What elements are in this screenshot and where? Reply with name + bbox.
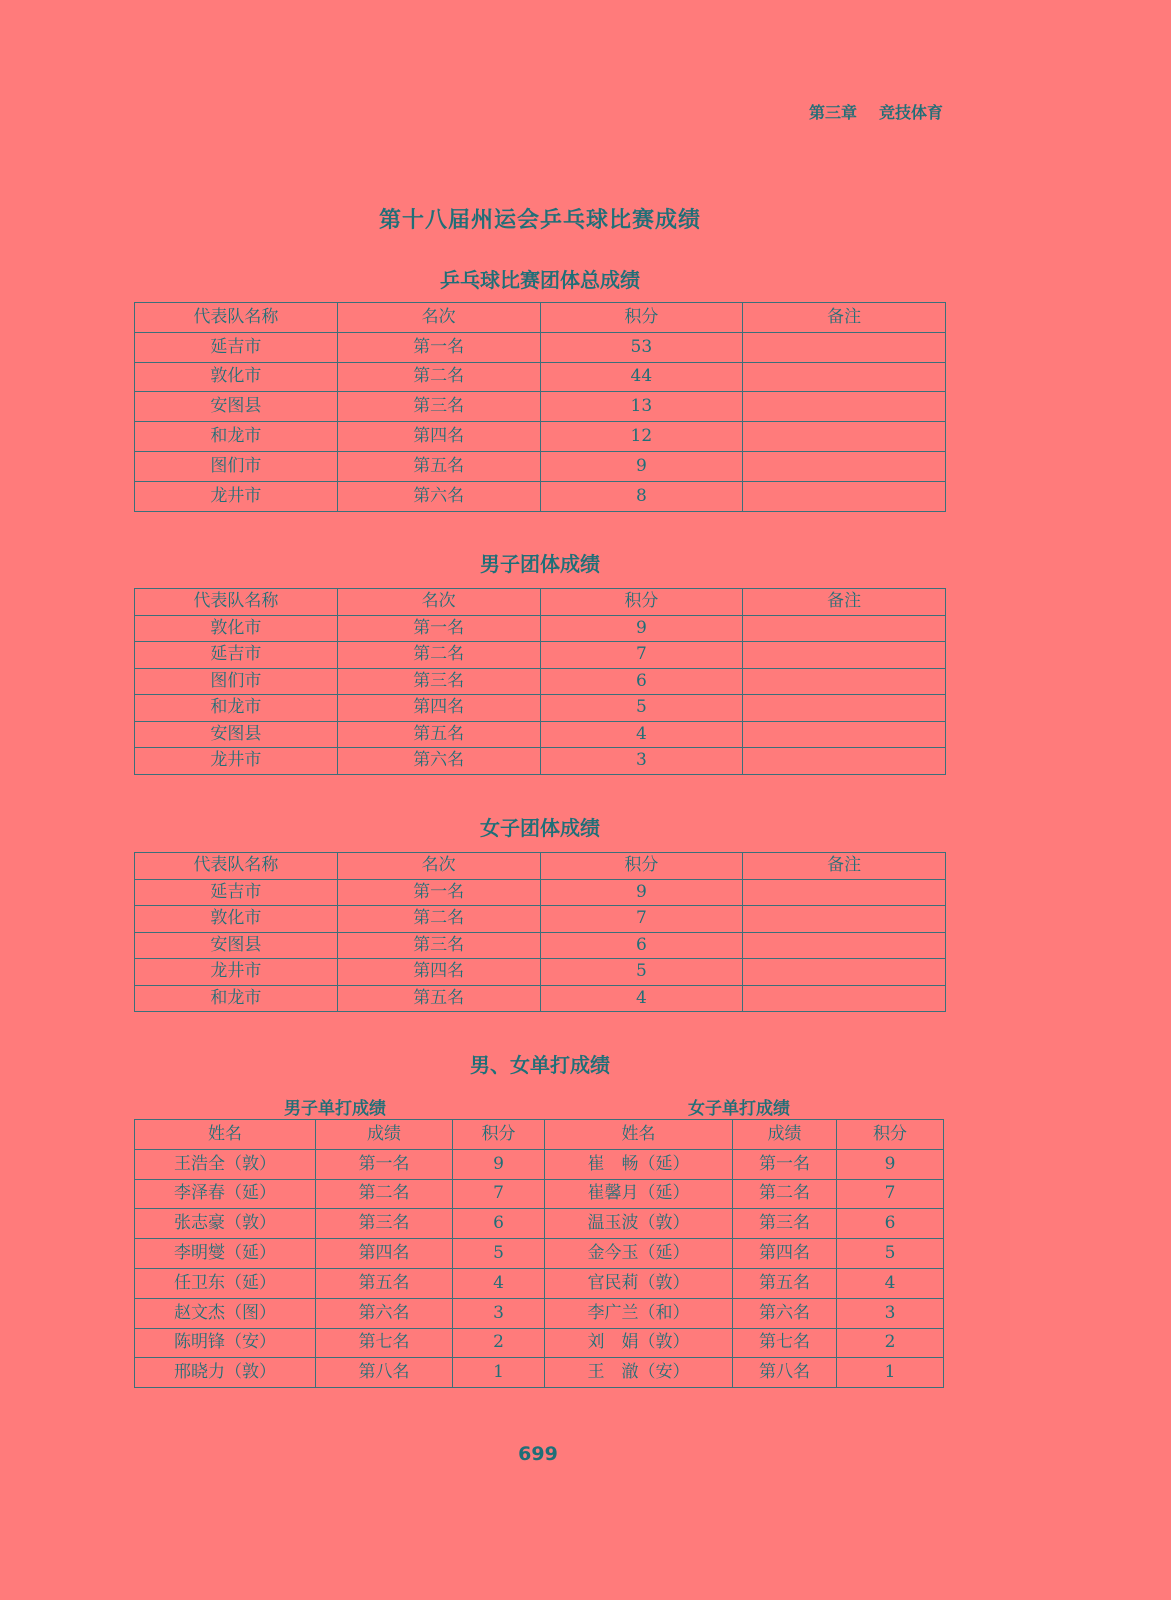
table-cell: 3 <box>837 1298 944 1328</box>
table-cell: 7 <box>453 1179 545 1209</box>
table-row <box>135 985 946 1012</box>
column-header: 成绩 <box>733 1120 837 1150</box>
column-header: 积分 <box>540 853 743 880</box>
table-cell: 第六名 <box>337 748 540 775</box>
table-row <box>135 1209 944 1239</box>
table-cell: 7 <box>540 906 743 933</box>
table-cell: 陈明锋（安） <box>135 1328 316 1358</box>
table-cell: 第八名 <box>316 1358 453 1388</box>
table-cell: 安图县 <box>135 392 338 422</box>
table-cell: 6 <box>540 668 743 695</box>
table-cell: 4 <box>540 721 743 748</box>
table-cell: 1 <box>837 1358 944 1388</box>
table-row <box>135 1298 944 1328</box>
table-cell: 第一名 <box>733 1149 837 1179</box>
table-cell: 和龙市 <box>135 985 338 1012</box>
table-cell: 2 <box>453 1328 545 1358</box>
table-header-row <box>135 853 946 880</box>
table-cell: 第五名 <box>337 985 540 1012</box>
table-header-row <box>135 589 946 616</box>
table-cell <box>743 422 946 452</box>
table-cell: 7 <box>837 1179 944 1209</box>
column-header: 名次 <box>337 303 540 333</box>
table-cell: 44 <box>540 362 743 392</box>
table-cell: 第六名 <box>733 1298 837 1328</box>
table-cell <box>743 451 946 481</box>
table-row <box>135 615 946 642</box>
column-header: 积分 <box>453 1120 545 1150</box>
table-cell: 12 <box>540 422 743 452</box>
team-total-table <box>134 302 946 512</box>
table-cell <box>743 721 946 748</box>
column-header: 备注 <box>743 303 946 333</box>
column-header: 代表队名称 <box>135 303 338 333</box>
table-row <box>135 668 946 695</box>
table-cell: 李广兰（和） <box>545 1298 733 1328</box>
table-cell: 7 <box>540 642 743 669</box>
table-cell: 李明燮（延） <box>135 1239 316 1269</box>
table-cell: 崔馨月（延） <box>545 1179 733 1209</box>
column-header: 名次 <box>337 853 540 880</box>
table-cell: 第四名 <box>337 959 540 986</box>
table-cell <box>743 959 946 986</box>
table-cell: 邢晓力（敦） <box>135 1358 316 1388</box>
table-row <box>135 879 946 906</box>
table-row <box>135 1179 944 1209</box>
table-cell: 9 <box>540 615 743 642</box>
table-cell: 延吉市 <box>135 332 338 362</box>
table-cell: 6 <box>837 1209 944 1239</box>
table-cell: 5 <box>540 959 743 986</box>
table-cell: 安图县 <box>135 721 338 748</box>
table-cell <box>743 392 946 422</box>
table-cell: 9 <box>837 1149 944 1179</box>
table-cell: 第一名 <box>337 615 540 642</box>
table-header-row <box>135 303 946 333</box>
table-cell: 王 澈（安） <box>545 1358 733 1388</box>
table-row <box>135 1328 944 1358</box>
table-cell: 李泽春（延） <box>135 1179 316 1209</box>
table-cell: 1 <box>453 1358 545 1388</box>
table-header-row <box>135 1120 944 1150</box>
table-cell: 第二名 <box>337 642 540 669</box>
table-cell: 5 <box>453 1239 545 1269</box>
column-header: 代表队名称 <box>135 853 338 880</box>
running-header <box>809 100 943 123</box>
table-cell <box>743 615 946 642</box>
men-team-heading: 男子团体成绩 <box>480 552 600 576</box>
table-cell: 龙井市 <box>135 481 338 511</box>
table-row <box>135 721 946 748</box>
table-cell <box>743 642 946 669</box>
table-cell: 4 <box>837 1268 944 1298</box>
table-cell: 第四名 <box>733 1239 837 1269</box>
table-cell: 6 <box>540 932 743 959</box>
column-header: 成绩 <box>316 1120 453 1150</box>
table-cell: 图们市 <box>135 451 338 481</box>
column-header: 名次 <box>337 589 540 616</box>
table-row <box>135 332 946 362</box>
table-row <box>135 959 946 986</box>
table-cell: 第二名 <box>337 362 540 392</box>
men-team-table <box>134 588 946 775</box>
table-cell: 第一名 <box>316 1149 453 1179</box>
table-cell: 延吉市 <box>135 879 338 906</box>
table-cell: 3 <box>540 748 743 775</box>
table-cell: 2 <box>837 1328 944 1358</box>
table-cell: 崔 畅（延） <box>545 1149 733 1179</box>
table-cell: 5 <box>837 1239 944 1269</box>
table-cell: 第五名 <box>337 721 540 748</box>
table-cell <box>743 748 946 775</box>
table-cell: 龙井市 <box>135 748 338 775</box>
table-cell: 3 <box>453 1298 545 1328</box>
table-cell <box>743 985 946 1012</box>
table-cell: 刘 娟（敦） <box>545 1328 733 1358</box>
page-number: 699 <box>518 1443 558 1465</box>
table-row <box>135 451 946 481</box>
men-singles-label: 男子单打成绩 <box>284 1099 386 1119</box>
table-cell <box>743 362 946 392</box>
column-header: 积分 <box>540 589 743 616</box>
table-cell: 延吉市 <box>135 642 338 669</box>
table-row <box>135 392 946 422</box>
table-cell <box>743 906 946 933</box>
table-cell: 4 <box>540 985 743 1012</box>
table-cell: 第六名 <box>337 481 540 511</box>
table-cell: 第四名 <box>337 695 540 722</box>
table-cell: 第五名 <box>733 1268 837 1298</box>
table-cell <box>743 932 946 959</box>
table-cell: 任卫东（延） <box>135 1268 316 1298</box>
table-cell: 和龙市 <box>135 422 338 452</box>
table-cell: 龙井市 <box>135 959 338 986</box>
table-cell: 图们市 <box>135 668 338 695</box>
table-cell: 第二名 <box>316 1179 453 1209</box>
table-cell: 第三名 <box>337 932 540 959</box>
table-cell <box>743 332 946 362</box>
column-header: 姓名 <box>545 1120 733 1150</box>
table-cell: 第一名 <box>337 879 540 906</box>
table-row <box>135 481 946 511</box>
column-header: 姓名 <box>135 1120 316 1150</box>
table-cell: 王浩全（敦） <box>135 1149 316 1179</box>
table-cell: 第七名 <box>316 1328 453 1358</box>
table-row <box>135 422 946 452</box>
page-title: 第十八届州运会乒乓球比赛成绩 <box>378 207 701 233</box>
table-cell: 张志豪（敦） <box>135 1209 316 1239</box>
singles-heading: 男、女单打成绩 <box>470 1053 610 1077</box>
table-cell <box>743 481 946 511</box>
table-cell: 第三名 <box>733 1209 837 1239</box>
column-header: 积分 <box>837 1120 944 1150</box>
table-cell: 第一名 <box>337 332 540 362</box>
women-team-table <box>134 852 946 1012</box>
column-header: 积分 <box>540 303 743 333</box>
table-cell: 6 <box>453 1209 545 1239</box>
table-row <box>135 932 946 959</box>
table-cell: 第八名 <box>733 1358 837 1388</box>
table-row <box>135 906 946 933</box>
table-cell: 第三名 <box>316 1209 453 1239</box>
table-cell: 温玉波（敦） <box>545 1209 733 1239</box>
column-header: 代表队名称 <box>135 589 338 616</box>
table-cell <box>743 879 946 906</box>
table-row <box>135 362 946 392</box>
table-cell: 安图县 <box>135 932 338 959</box>
section-label: 竞技体育 <box>878 103 943 122</box>
table-cell <box>743 695 946 722</box>
table-cell: 53 <box>540 332 743 362</box>
table-row <box>135 1239 944 1269</box>
table-row <box>135 695 946 722</box>
table-cell: 第二名 <box>733 1179 837 1209</box>
table-cell: 第六名 <box>316 1298 453 1328</box>
women-team-heading: 女子团体成绩 <box>480 816 600 840</box>
table-cell: 第三名 <box>337 392 540 422</box>
table-row <box>135 1149 944 1179</box>
table-cell: 第四名 <box>337 422 540 452</box>
table-cell: 和龙市 <box>135 695 338 722</box>
table-row <box>135 1268 944 1298</box>
table-cell: 金今玉（延） <box>545 1239 733 1269</box>
team-total-heading: 乒乓球比赛团体总成绩 <box>440 268 640 292</box>
table-cell: 第五名 <box>337 451 540 481</box>
table-cell: 第五名 <box>316 1268 453 1298</box>
table-cell: 第七名 <box>733 1328 837 1358</box>
table-cell: 敦化市 <box>135 362 338 392</box>
table-cell: 9 <box>453 1149 545 1179</box>
table-row <box>135 642 946 669</box>
table-cell: 第四名 <box>316 1239 453 1269</box>
table-row <box>135 748 946 775</box>
table-cell: 赵文杰（图） <box>135 1298 316 1328</box>
table-row <box>135 1358 944 1388</box>
singles-table <box>134 1119 944 1388</box>
table-cell: 13 <box>540 392 743 422</box>
table-cell: 敦化市 <box>135 615 338 642</box>
table-cell: 9 <box>540 879 743 906</box>
table-cell: 敦化市 <box>135 906 338 933</box>
table-cell: 第二名 <box>337 906 540 933</box>
table-cell <box>743 668 946 695</box>
chapter-label: 第三章 <box>808 103 857 122</box>
table-cell: 8 <box>540 481 743 511</box>
women-singles-label: 女子单打成绩 <box>688 1099 790 1119</box>
column-header: 备注 <box>743 853 946 880</box>
column-header: 备注 <box>743 589 946 616</box>
table-cell: 官民莉（敦） <box>545 1268 733 1298</box>
table-cell: 9 <box>540 451 743 481</box>
table-cell: 5 <box>540 695 743 722</box>
table-cell: 第三名 <box>337 668 540 695</box>
table-cell: 4 <box>453 1268 545 1298</box>
